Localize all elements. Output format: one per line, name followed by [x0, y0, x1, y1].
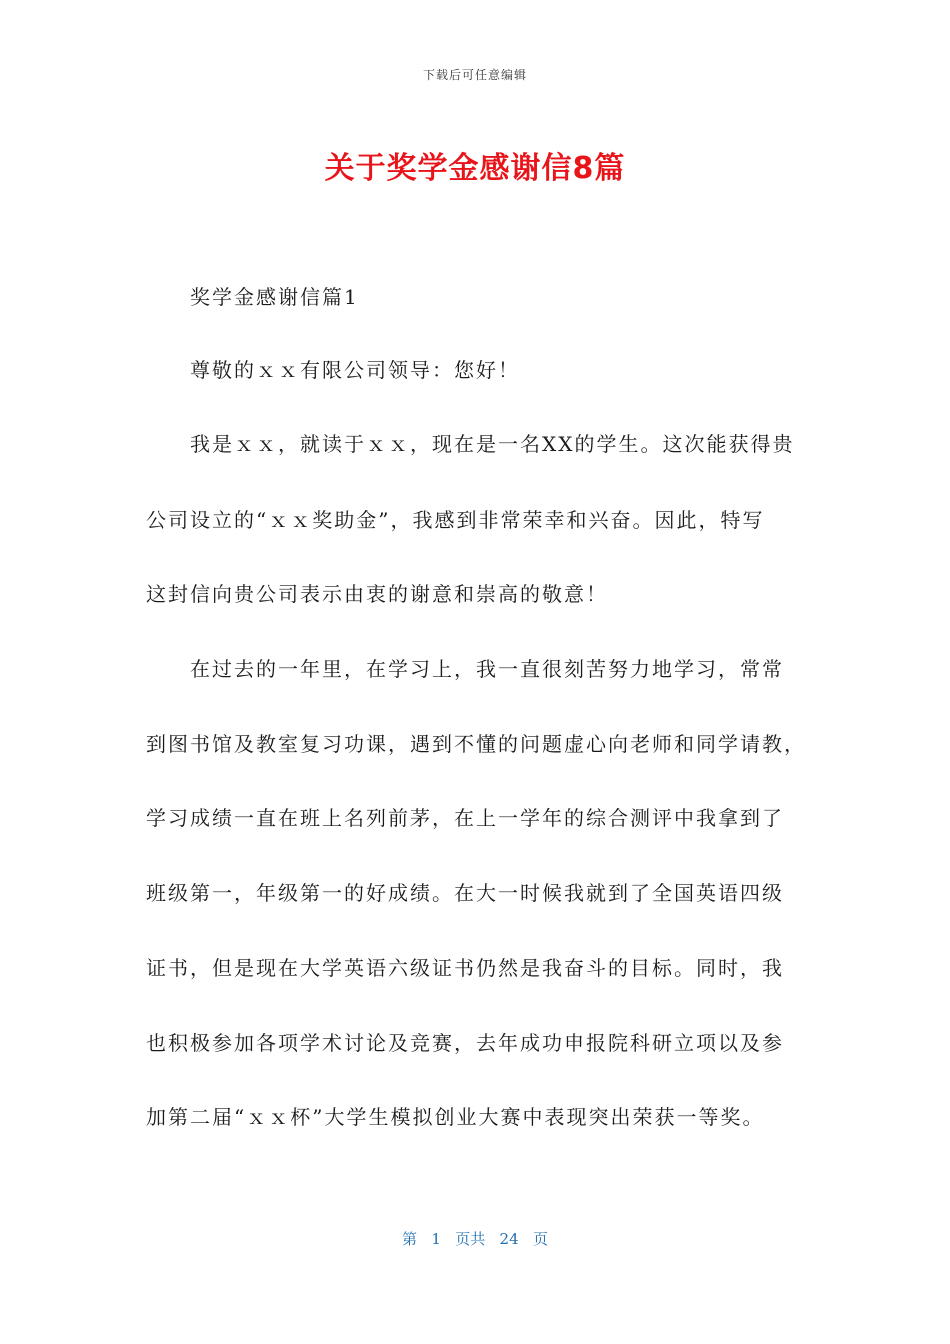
- footer-prefix: 第: [402, 1230, 418, 1248]
- paragraph-line: 公司设立的“ｘｘ奖助金”，我感到非常荣幸和兴奋。因此，特写: [146, 508, 765, 532]
- footer-total-pages: 24: [499, 1230, 519, 1248]
- document-title: 关于奖学金感谢信8篇: [324, 151, 626, 186]
- paragraph-line: 也积极参加各项学术讨论及竞赛，去年成功申报院科研立项以及参: [146, 1031, 784, 1055]
- footer-page-number: 1: [431, 1230, 441, 1248]
- paragraph-line: 到图书馆及教室复习功课，遇到不懂的问题虚心向老师和同学请教，: [146, 732, 806, 756]
- footer-middle: 页共: [455, 1230, 486, 1248]
- paragraph-line: 加第二届“ｘｘ杯”大学生模拟创业大赛中表现突出荣获一等奖。: [146, 1105, 765, 1129]
- paragraph-line: 我是ｘｘ，就读于ｘｘ，现在是一名XX的学生。这次能获得贵: [190, 432, 795, 456]
- paragraph-line: 班级第一，年级第一的好成绩。在大一时候我就到了全国英语四级: [146, 881, 784, 905]
- footer-suffix: 页: [532, 1230, 548, 1248]
- paragraph-line: 学习成绩一直在班上名列前茅，在上一学年的综合测评中我拿到了: [146, 806, 784, 830]
- header-note: 下载后可任意编辑: [422, 68, 527, 82]
- paragraph-line: 证书，但是现在大学英语六级证书仍然是我奋斗的目标。同时，我: [146, 956, 784, 980]
- paragraph-line: 在过去的一年里，在学习上，我一直很刻苦努力地学习，常常: [190, 657, 784, 681]
- paragraph-line: 这封信向贵公司表示由衷的谢意和崇高的敬意！: [146, 582, 608, 606]
- salutation: 尊敬的ｘｘ有限公司领导：您好！: [190, 358, 520, 382]
- section-heading: 奖学金感谢信篇1: [190, 285, 359, 309]
- page-footer: [0, 1228, 950, 1249]
